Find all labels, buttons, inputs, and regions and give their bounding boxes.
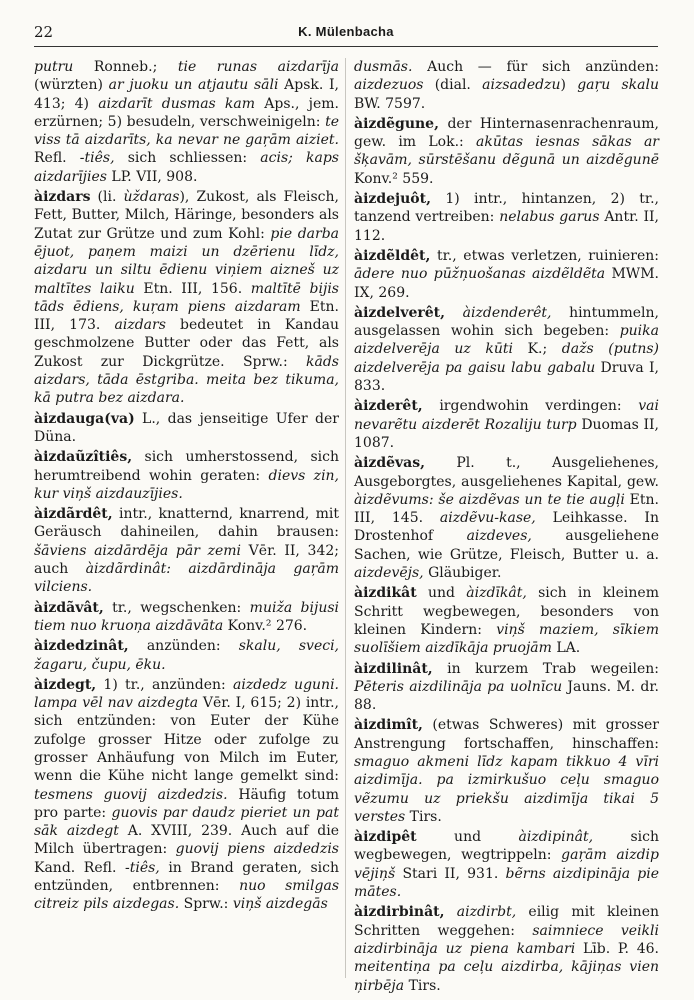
headword: àizdilinât, bbox=[354, 660, 433, 677]
example-text: àizdipinât, bbox=[518, 829, 594, 846]
definition-text: der Hinternasenrachenraum, gew. im Lok.: bbox=[354, 115, 659, 151]
example-text: gaŗām aizdip vējiņš bbox=[354, 847, 659, 882]
headword: àizdegt, bbox=[34, 676, 97, 693]
dictionary-entry bbox=[354, 115, 659, 188]
headword: àizdẽvas, bbox=[354, 455, 425, 472]
definition-text: sich in kleinem Schritt wegbewegen, besonders von kleinen Kindern: bbox=[354, 585, 659, 638]
example-text: meitentiņa pa ceļu aizdirba, kājiņas vien ņirbēja bbox=[354, 959, 659, 994]
headword: àizdipêt bbox=[354, 829, 417, 846]
example-text: ar juoku un atjautu sāli bbox=[108, 77, 279, 94]
example-text: pie darba ējuot, paņem maizi un dzērienu līdz, aizdaru un siltu ēdienu viņiem aizneš uz maltītes laiku bbox=[34, 225, 340, 297]
definition-text: Refl. bbox=[34, 150, 80, 167]
column-divider bbox=[345, 58, 346, 978]
example-text: aizsadedzu bbox=[482, 77, 561, 94]
headword: àizdelverêt, bbox=[354, 304, 446, 321]
example-text: te viss tā aizdarīts, ka nevar ne gaŗām aiziet. bbox=[34, 113, 339, 149]
definition-text: Pl. t., Ausgeliehenes, Ausgeborgtes, ausgeliehenes Kapital, gew. bbox=[354, 455, 659, 490]
example-text: maltītē bijis tāds ēdiens, kuŗam piens aizdaram bbox=[34, 280, 339, 315]
dictionary-entry bbox=[34, 410, 339, 447]
definition-text bbox=[445, 305, 463, 321]
definition-text: LP. VII, 908. bbox=[106, 168, 198, 185]
dictionary-entry bbox=[34, 188, 339, 408]
definition-text: Druva I, 833. bbox=[354, 359, 659, 395]
headword: àizdãvât, bbox=[34, 599, 104, 616]
example-text: aizdirbt, bbox=[456, 904, 517, 921]
example-text: àizdenderêt, bbox=[462, 304, 552, 321]
definition-text: Häufig totum pro parte: bbox=[34, 786, 340, 821]
definition-text: Etn. III, 145. bbox=[354, 491, 659, 527]
dictionary-entry bbox=[34, 637, 339, 674]
headword: àizdauga(va) bbox=[34, 410, 135, 427]
dictionary-entry bbox=[354, 247, 659, 302]
example-text: nuo smilgas citreiz pils aizdegas. bbox=[34, 878, 339, 913]
example-text: dusmās. bbox=[354, 59, 413, 75]
dictionary-entry bbox=[34, 448, 339, 503]
left-column bbox=[34, 58, 339, 916]
example-text: kāds aizdars, tāda ēstgriba. meita bez tikuma, kā putra bez aizdara. bbox=[34, 353, 339, 407]
example-text: àizdẽvums: še aizdẽvas un te tie augļi bbox=[354, 491, 625, 508]
headword: àizdikât bbox=[354, 585, 417, 602]
example-text: tesmens guovij aizdedzis. bbox=[34, 786, 228, 803]
dictionary-entry bbox=[354, 190, 659, 245]
definition-text: Jauns. M. dr. 88. bbox=[354, 678, 659, 714]
definition-text: sich schliessen: bbox=[114, 150, 261, 167]
definition-text: Kand. Refl. bbox=[34, 859, 125, 876]
definition-text: (würzten) bbox=[34, 77, 109, 94]
definition-text: Tirs. bbox=[404, 977, 441, 994]
definition-text: L., das jenseitige Ufer der Düna. bbox=[34, 410, 339, 445]
definition-text: Apsk. I, 413; 4) bbox=[34, 77, 340, 112]
headword: àizdedzinât, bbox=[34, 638, 129, 655]
dictionary-entry bbox=[34, 599, 339, 636]
definition-text: Konv.² 276. bbox=[223, 617, 308, 634]
example-text: àizdãrdinât: aizdārdināja gaŗām vilciens. bbox=[34, 561, 339, 596]
definition-text: 1) tr., anzünden: bbox=[96, 676, 234, 693]
definition-text: Gläubiger. bbox=[423, 565, 502, 582]
definition-text: und bbox=[416, 829, 519, 846]
dictionary-entry bbox=[354, 584, 659, 657]
dictionary-entry bbox=[354, 454, 659, 582]
definition-text: in kurzem Trab wegeilen: bbox=[432, 660, 659, 677]
example-text: saimniece veikli aizdirbināja uz piena kambari bbox=[354, 922, 659, 957]
headword: àizdars bbox=[34, 189, 91, 206]
dictionary-entry bbox=[354, 58, 659, 113]
example-text: acis; kaps aizdarījies bbox=[34, 150, 339, 185]
headword: àizdãrdêt, bbox=[34, 506, 113, 523]
example-text: aizdevējs, bbox=[354, 565, 424, 582]
definition-text: (etwas Schweres) mit grosser Anstrengung fortschaffen, hinschaffen: bbox=[354, 717, 659, 752]
definition-text: Līb. P. 46. bbox=[575, 940, 659, 957]
example-text: šāviens aizdārdēja pār zemi bbox=[34, 542, 241, 559]
headword: àizdẽgune, bbox=[354, 115, 439, 132]
example-text: Pēteris aizdilināja pa uolnīcu bbox=[354, 678, 563, 695]
definition-text: hintummeln, ausgelassen wohin sich begeben: bbox=[354, 304, 660, 340]
definition-text: Leihkasse. In Drostenhof bbox=[354, 510, 659, 545]
page-header bbox=[34, 22, 658, 42]
example-text: tie runas aizdarīja bbox=[177, 59, 339, 75]
definition-text: Ronneb.; bbox=[73, 59, 178, 75]
definition-text: Antr. II, 112. bbox=[354, 209, 659, 244]
dictionary-entry bbox=[354, 304, 659, 395]
definition-text: bedeutet in Kandau geschmolzene Butter oder das Fett, als Zukost zur Dickgrütze. Sprw.: bbox=[34, 317, 339, 370]
definition-text: Etn. III, 156. bbox=[134, 280, 251, 297]
headword: àizdirbinât, bbox=[354, 904, 445, 921]
definition-text: Sprw.: bbox=[179, 896, 233, 913]
headword: àizderêt, bbox=[354, 398, 423, 415]
example-text: -tiês, bbox=[79, 150, 115, 167]
dictionary-entry bbox=[354, 903, 659, 994]
headword: àizdẽldêt, bbox=[354, 247, 431, 264]
definition-text: A. XVIII, 239. Auch auf die Milch übertragen: bbox=[34, 823, 339, 858]
example-text: -tiês, bbox=[124, 859, 160, 876]
definition-text: K.; bbox=[512, 341, 562, 358]
definition-text: ausgeliehene Sachen, wie Grütze, Fleisch, Butter u. a. bbox=[354, 528, 659, 563]
example-text: viņš maziem, sīkiem suolīšiem aizdīkāja pruojām bbox=[354, 621, 659, 657]
definition-text: tr., wegschenken: bbox=[103, 599, 250, 616]
example-text: muiža bijusi tiem nuo kruoņa aizdāvāta bbox=[34, 599, 340, 634]
definition-text: sich umherstossend, sich herumtreibend wohin geraten: bbox=[34, 449, 339, 484]
example-text: putru bbox=[34, 59, 74, 75]
example-text: aizdars bbox=[114, 317, 166, 334]
example-text: ādere nuo pūžņuošanas aizdẽldẽta bbox=[354, 266, 606, 283]
definition-text: Aps., jem. erzürnen; 5) besudeln, verschweinigeln: bbox=[34, 95, 339, 130]
definition-text: MWM. IX, 269. bbox=[354, 266, 659, 301]
example-text: vai nevarẽtu aizderēt Rozaliju turp bbox=[354, 398, 659, 433]
definition-text: irgendwohin verdingen: bbox=[422, 398, 639, 415]
dictionary-entry bbox=[34, 505, 339, 596]
headword: àizdimît, bbox=[354, 717, 423, 734]
example-text: viņš aizdegās bbox=[232, 896, 328, 913]
dictionary-entry bbox=[354, 828, 659, 901]
definition-text: und bbox=[416, 585, 467, 602]
example-text: bẽrns aizdipināja pie mātes. bbox=[354, 865, 659, 901]
example-text: guovis par daudz pieriet un pat sāk aizdegt bbox=[34, 804, 339, 840]
right-column bbox=[354, 58, 659, 997]
example-text: àizdīkât, bbox=[466, 585, 527, 602]
definition-text: BW. 7597. bbox=[354, 95, 426, 112]
definition-text: anzünden: bbox=[128, 638, 239, 655]
definition-text: in Brand geraten, sich entzünden, entbrennen: bbox=[34, 859, 339, 895]
headword: àizdejuôt, bbox=[354, 191, 431, 208]
example-text: gaŗu skalu bbox=[577, 77, 659, 94]
definition-text: (li. bbox=[90, 189, 124, 206]
definition-text: ), Zukost, als Fleisch, Fett, Butter, Milch, Häringe, besonders als Zutat zur Grütze und zum Kohl: bbox=[34, 189, 339, 242]
example-text: aizdẽvu-kase, bbox=[439, 510, 536, 527]
example-text: aizdezuos bbox=[354, 77, 424, 94]
dictionary-entry bbox=[354, 716, 659, 826]
definition-text: Etn. III, 173. bbox=[34, 298, 339, 334]
definition-text: Auch — für sich anzünden: bbox=[412, 59, 659, 75]
headword: àizdaũzîtiês, bbox=[34, 449, 133, 466]
example-text: smaguo akmeni līdz kapam tikkuo 4 vīri aizdimīja. pa izmirkušuo ceļu smaguo vẽzumu uz priekšu aizdimīja tikai 5 verstes bbox=[354, 753, 659, 825]
dictionary-entry bbox=[34, 58, 339, 186]
example-text: puika aizdelverēja uz kūti bbox=[354, 323, 659, 358]
example-text: skalu, sveci, žagaru, čupu, ēku. bbox=[34, 638, 340, 673]
example-text: akūtas iesnas sākas ar šķavām, sūrstēšanu dẽgunā un aizdẽgunē bbox=[354, 134, 659, 169]
definition-text: sich wegbewegen, wegtrippeln: bbox=[354, 829, 659, 864]
example-text: aizdarīt dusmas kam bbox=[98, 95, 256, 112]
definition-text: (dial. bbox=[423, 77, 483, 94]
definition-text: ) bbox=[560, 77, 578, 94]
definition-text: eilig mit kleinen Schritten weggehen: bbox=[354, 904, 659, 939]
example-text: dažs (putns) aizdelverēja pa gaisu labu gabalu bbox=[354, 341, 659, 376]
definition-text: intr., knatternd, knarrend, mit Geräusch dahineilen, dahin brausen: bbox=[34, 506, 339, 541]
example-text: aizdedz uguni. lampa vēl nav aizdegta bbox=[34, 676, 339, 712]
example-text: nelabus garus bbox=[499, 209, 600, 226]
definition-text bbox=[445, 904, 457, 920]
example-text: aizdeves, bbox=[466, 528, 532, 545]
dictionary-entry bbox=[354, 660, 659, 715]
definition-text: LA. bbox=[551, 640, 581, 657]
definition-text: Konv.² 559. bbox=[354, 170, 434, 187]
example-text: dievs zin, kur viņš aizdauzījies. bbox=[34, 467, 340, 502]
dictionary-entry bbox=[34, 676, 339, 914]
definition-text: 1) intr., hintanzen, 2) tr., tanzend vertreiben: bbox=[354, 191, 659, 226]
header-rule bbox=[34, 46, 658, 47]
definition-text: tr., etwas verletzen, ruinieren: bbox=[430, 247, 659, 264]
page-number: 22 bbox=[34, 23, 54, 41]
definition-text: Duomas II, 1087. bbox=[354, 416, 660, 451]
dictionary-entry bbox=[354, 397, 659, 452]
running-head: K. Mülenbacha bbox=[298, 24, 394, 39]
definition-text: Vēr. I, 615; 2) intr., sich entzünden: von Euter der Kühe zufolge grosser Hitze oder zufolge zu grosser Anhäufung von Milch im Euter, wenn die Kühe nicht lange gemelkt sind: bbox=[34, 695, 339, 785]
example-text: ùždaras bbox=[123, 189, 180, 206]
definition-text: Vēr. II, 342; auch bbox=[34, 542, 339, 578]
definition-text: Tirs. bbox=[405, 808, 442, 825]
example-text: guovij piens aizdedzis bbox=[175, 841, 339, 858]
definition-text: Stari II, 931. bbox=[395, 865, 506, 882]
